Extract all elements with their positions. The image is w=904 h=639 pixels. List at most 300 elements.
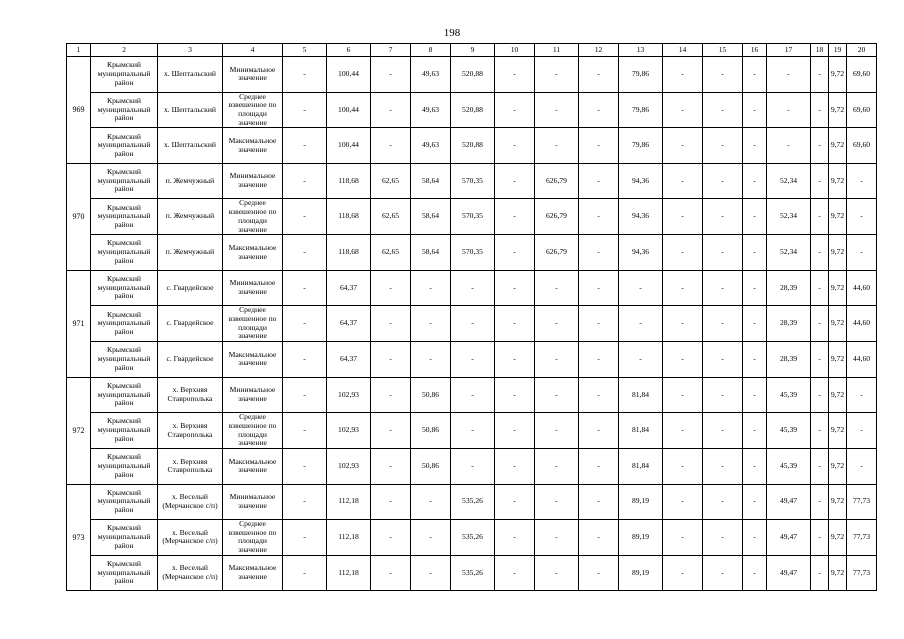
table-cell: 44,60 [847,342,877,378]
table-cell: - [619,270,663,306]
table-cell: 50,86 [411,377,451,413]
table-cell: - [579,520,619,556]
table-cell: х. Верхняя Ставрополька [158,377,223,413]
table-cell: - [283,413,327,449]
table-cell: - [495,306,535,342]
table-cell: - [663,342,703,378]
table-cell: - [283,449,327,485]
table-cell: - [495,270,535,306]
table-cell: 112,18 [327,520,371,556]
table-cell: - [663,128,703,164]
table-cell: 520,88 [451,128,495,164]
table-cell: - [579,57,619,93]
table-cell: 9,72 [829,413,847,449]
table-cell: - [811,57,829,93]
column-header: 19 [829,44,847,57]
table-cell: Среднее взвешенное по площади значение [223,520,283,556]
table-cell: 58,64 [411,199,451,235]
table-cell: - [743,270,767,306]
table-cell: 9,72 [829,342,847,378]
table-cell: 9,72 [829,555,847,591]
table-row [67,199,877,235]
table-cell: 69,60 [847,57,877,93]
table-cell: Крымский муниципальный район [91,413,158,449]
table-cell: - [371,92,411,128]
table-cell: - [579,484,619,520]
table-cell: - [703,235,743,271]
column-header: 4 [223,44,283,57]
table-cell: - [663,306,703,342]
table-cell: - [663,377,703,413]
table-cell: - [743,520,767,556]
table-cell: 100,44 [327,57,371,93]
table-cell: - [767,92,811,128]
table-cell: - [283,306,327,342]
table-cell: - [847,235,877,271]
table-cell: - [283,270,327,306]
table-cell: 94,36 [619,235,663,271]
table-cell: х. Верхняя Ставрополька [158,449,223,485]
table-cell: Максимальное значение [223,235,283,271]
table-cell: 570,35 [451,235,495,271]
table-cell: Среднее взвешенное по площади значение [223,306,283,342]
table-cell: 118,68 [327,199,371,235]
table-cell: - [743,128,767,164]
table-cell: 626,79 [535,163,579,199]
column-header: 14 [663,44,703,57]
table-cell: - [371,270,411,306]
table-cell: - [811,484,829,520]
table-cell: 118,68 [327,163,371,199]
table-cell: 77,73 [847,555,877,591]
table-cell: Крымский муниципальный район [91,520,158,556]
table-cell: - [811,235,829,271]
table-cell: 79,86 [619,128,663,164]
table-cell: с. Гвардейское [158,270,223,306]
table-cell: - [535,555,579,591]
table-cell: Максимальное значение [223,555,283,591]
table-cell: - [703,199,743,235]
table-cell: - [495,377,535,413]
table-cell: - [579,199,619,235]
table-cell: 45,39 [767,449,811,485]
table-cell: - [535,342,579,378]
table-cell: - [371,555,411,591]
table-cell: 9,72 [829,377,847,413]
table-cell: - [811,449,829,485]
table-cell: 79,86 [619,57,663,93]
table-cell: 58,64 [411,163,451,199]
table-cell: Крымский муниципальный район [91,128,158,164]
table-cell: Крымский муниципальный район [91,342,158,378]
table-cell: 626,79 [535,235,579,271]
column-header: 13 [619,44,663,57]
column-header: 11 [535,44,579,57]
column-header: 15 [703,44,743,57]
table-cell: - [663,235,703,271]
table-cell: - [371,306,411,342]
table-cell: - [663,413,703,449]
table-cell: - [283,520,327,556]
table-cell: х. Веселый (Мерчанское с/п) [158,555,223,591]
table-cell: 9,72 [829,199,847,235]
table-row [67,449,877,485]
table-cell: - [535,306,579,342]
table-cell: - [579,413,619,449]
table-row [67,92,877,128]
table-cell: - [579,163,619,199]
table-cell: 52,34 [767,235,811,271]
table-cell: - [703,342,743,378]
table-cell: - [703,520,743,556]
table-cell: 49,63 [411,128,451,164]
table-cell: - [283,484,327,520]
table-cell: - [579,555,619,591]
table-cell: - [411,306,451,342]
table-cell: Максимальное значение [223,449,283,485]
table-cell: - [743,377,767,413]
table-cell: 69,60 [847,92,877,128]
table-cell: - [283,199,327,235]
table-body [67,57,877,591]
table-cell: х. Шептальский [158,128,223,164]
table-cell: - [535,92,579,128]
table-cell: 520,88 [451,92,495,128]
table-cell: 44,60 [847,270,877,306]
table-cell: - [663,270,703,306]
table-cell: - [847,163,877,199]
table-cell: 9,72 [829,235,847,271]
table-cell: - [495,449,535,485]
table-cell: п. Жемчужный [158,163,223,199]
table-row [67,555,877,591]
table-cell: - [703,92,743,128]
table-cell: 58,64 [411,235,451,271]
table-cell: 570,35 [451,199,495,235]
table-cell: Крымский муниципальный район [91,484,158,520]
table-cell: - [703,413,743,449]
table-cell: - [663,163,703,199]
table-cell: - [579,92,619,128]
table-cell: - [743,342,767,378]
table-cell: - [579,235,619,271]
table-cell: 94,36 [619,199,663,235]
page-number: 198 [443,27,461,39]
table-row [67,484,877,520]
table-cell: - [811,92,829,128]
header-row [67,44,877,57]
table-cell: - [535,377,579,413]
table-cell: 520,88 [451,57,495,93]
row-group-number: 971 [67,270,91,377]
table-cell: - [811,128,829,164]
table-cell: Среднее взвешенное по площади значение [223,92,283,128]
table-cell: 49,63 [411,92,451,128]
column-header: 7 [371,44,411,57]
column-header: 16 [743,44,767,57]
table-cell: - [411,270,451,306]
table-cell: 49,63 [411,57,451,93]
table-cell: Среднее взвешенное по площади значение [223,413,283,449]
table-cell: - [847,413,877,449]
table-cell: 50,86 [411,449,451,485]
table-cell: 89,19 [619,520,663,556]
table-cell: 9,72 [829,449,847,485]
table-cell: - [743,92,767,128]
table-cell: - [495,163,535,199]
data-table [66,43,877,591]
table-cell: 102,93 [327,413,371,449]
table-cell: х. Веселый (Мерчанское с/п) [158,484,223,520]
table-cell: 62,65 [371,163,411,199]
table-cell: 100,44 [327,92,371,128]
table-cell: - [283,342,327,378]
table-cell: - [451,342,495,378]
table-cell: 100,44 [327,128,371,164]
table-cell: - [811,199,829,235]
table-cell: с. Гвардейское [158,306,223,342]
table-cell: Максимальное значение [223,128,283,164]
table-cell: - [411,520,451,556]
table-cell: 9,72 [829,306,847,342]
table-row [67,413,877,449]
table-cell: - [703,57,743,93]
column-header: 12 [579,44,619,57]
table-cell: - [743,449,767,485]
table-cell: - [411,555,451,591]
table-cell: - [811,555,829,591]
table-cell: - [703,555,743,591]
table-cell: 89,19 [619,555,663,591]
table-cell: - [283,92,327,128]
table-cell: 118,68 [327,235,371,271]
table-cell: 535,26 [451,555,495,591]
table-cell: Минимальное значение [223,484,283,520]
table-row [67,57,877,93]
table-cell: - [535,57,579,93]
table-row [67,163,877,199]
table-cell: п. Жемчужный [158,235,223,271]
table-cell: Среднее взвешенное по площади значение [223,199,283,235]
table-cell: - [535,520,579,556]
table-cell: 50,86 [411,413,451,449]
table-row [67,235,877,271]
table-cell: Крымский муниципальный район [91,57,158,93]
table-cell: - [703,163,743,199]
table-cell: - [743,413,767,449]
column-header: 17 [767,44,811,57]
table-cell: 570,35 [451,163,495,199]
table-cell: - [743,163,767,199]
table-cell: - [703,377,743,413]
table-cell: х. Веселый (Мерчанское с/п) [158,520,223,556]
table-cell: Крымский муниципальный район [91,555,158,591]
table-cell: - [451,413,495,449]
table-cell: - [663,92,703,128]
table-row [67,342,877,378]
table-cell: с. Гвардейское [158,342,223,378]
table-cell: - [703,128,743,164]
table-cell: 45,39 [767,413,811,449]
table-cell: - [451,270,495,306]
table-cell: 79,86 [619,92,663,128]
table-cell: 52,34 [767,163,811,199]
table-cell: - [743,235,767,271]
table-cell: - [495,199,535,235]
table-row [67,270,877,306]
table-cell: 81,84 [619,377,663,413]
table-cell: х. Шептальский [158,57,223,93]
table-cell: - [743,555,767,591]
table-cell: - [371,342,411,378]
table-cell: - [371,128,411,164]
table-cell: Крымский муниципальный район [91,163,158,199]
table-cell: Крымский муниципальный район [91,199,158,235]
table-cell: - [579,306,619,342]
table-cell: 64,37 [327,342,371,378]
table-cell: - [371,484,411,520]
column-header: 2 [91,44,158,57]
table-cell: - [847,377,877,413]
column-header: 5 [283,44,327,57]
table-cell: 49,47 [767,484,811,520]
table-cell: - [767,57,811,93]
table-cell: - [743,199,767,235]
table-cell: - [371,520,411,556]
table-cell: - [283,163,327,199]
table-cell: - [703,306,743,342]
table-cell: - [663,449,703,485]
table-cell: - [411,484,451,520]
table-cell: - [811,270,829,306]
table-cell: 77,73 [847,484,877,520]
column-header: 18 [811,44,829,57]
table-cell: - [811,342,829,378]
table-cell: х. Шептальский [158,92,223,128]
table-cell: 64,37 [327,306,371,342]
table-cell: 94,36 [619,163,663,199]
table-cell: - [451,449,495,485]
table-cell: - [619,306,663,342]
table-cell: 89,19 [619,484,663,520]
table-cell: - [663,520,703,556]
table-cell: 64,37 [327,270,371,306]
table-cell: - [535,270,579,306]
table-cell: - [495,57,535,93]
table-cell: - [811,520,829,556]
column-header: 3 [158,44,223,57]
table-row [67,520,877,556]
table-cell: - [663,199,703,235]
table-cell: Крымский муниципальный район [91,377,158,413]
table-cell: - [579,449,619,485]
table-cell: - [495,342,535,378]
table-cell: 44,60 [847,306,877,342]
table-cell: 535,26 [451,520,495,556]
table-cell: - [283,128,327,164]
table-cell: - [743,57,767,93]
table-cell: 9,72 [829,270,847,306]
table-cell: - [411,342,451,378]
table-cell: Крымский муниципальный район [91,449,158,485]
table-cell: 9,72 [829,57,847,93]
column-header: 6 [327,44,371,57]
table-cell: Максимальное значение [223,342,283,378]
table-cell: - [451,377,495,413]
table-cell: 77,73 [847,520,877,556]
table-cell: 81,84 [619,449,663,485]
table-cell: - [743,306,767,342]
table-cell: х. Верхняя Ставрополька [158,413,223,449]
table-cell: - [535,413,579,449]
table-row [67,306,877,342]
table-cell: - [703,270,743,306]
table-cell: - [283,57,327,93]
row-group-number: 969 [67,57,91,164]
table-cell: 9,72 [829,92,847,128]
table-cell: 52,34 [767,199,811,235]
table-cell: - [811,306,829,342]
row-group-number: 972 [67,377,91,484]
table-cell: - [495,520,535,556]
table-cell: - [703,484,743,520]
table-cell: - [663,484,703,520]
table-cell: 9,72 [829,128,847,164]
table-cell: 69,60 [847,128,877,164]
table-cell: - [579,377,619,413]
table-cell: - [283,555,327,591]
table-cell: - [767,128,811,164]
table-cell: 102,93 [327,449,371,485]
table-cell: Минимальное значение [223,377,283,413]
table-cell: Крымский муниципальный район [91,270,158,306]
table-cell: - [495,128,535,164]
table-cell: - [579,128,619,164]
table-cell: 49,47 [767,520,811,556]
table-cell: - [811,163,829,199]
table-cell: - [283,377,327,413]
table-cell: - [495,235,535,271]
table-cell: - [371,413,411,449]
table-cell: - [495,413,535,449]
table-cell: Крымский муниципальный район [91,306,158,342]
table-row [67,377,877,413]
table-cell: 28,39 [767,306,811,342]
table-cell: - [663,555,703,591]
table-cell: 626,79 [535,199,579,235]
table-cell: - [451,306,495,342]
table-cell: - [847,449,877,485]
table-cell: - [371,377,411,413]
table-cell: - [663,57,703,93]
column-header: 20 [847,44,877,57]
table-cell: - [495,555,535,591]
table-cell: - [371,57,411,93]
row-group-number: 970 [67,163,91,270]
table-cell: - [371,449,411,485]
table-cell: - [535,484,579,520]
table-cell: - [811,377,829,413]
table-cell: Минимальное значение [223,270,283,306]
table-cell: 49,47 [767,555,811,591]
column-header: 10 [495,44,535,57]
table-cell: - [811,413,829,449]
table-cell: п. Жемчужный [158,199,223,235]
table-cell: - [495,92,535,128]
table-cell: 112,18 [327,484,371,520]
table-cell: - [535,128,579,164]
table-cell: - [579,270,619,306]
